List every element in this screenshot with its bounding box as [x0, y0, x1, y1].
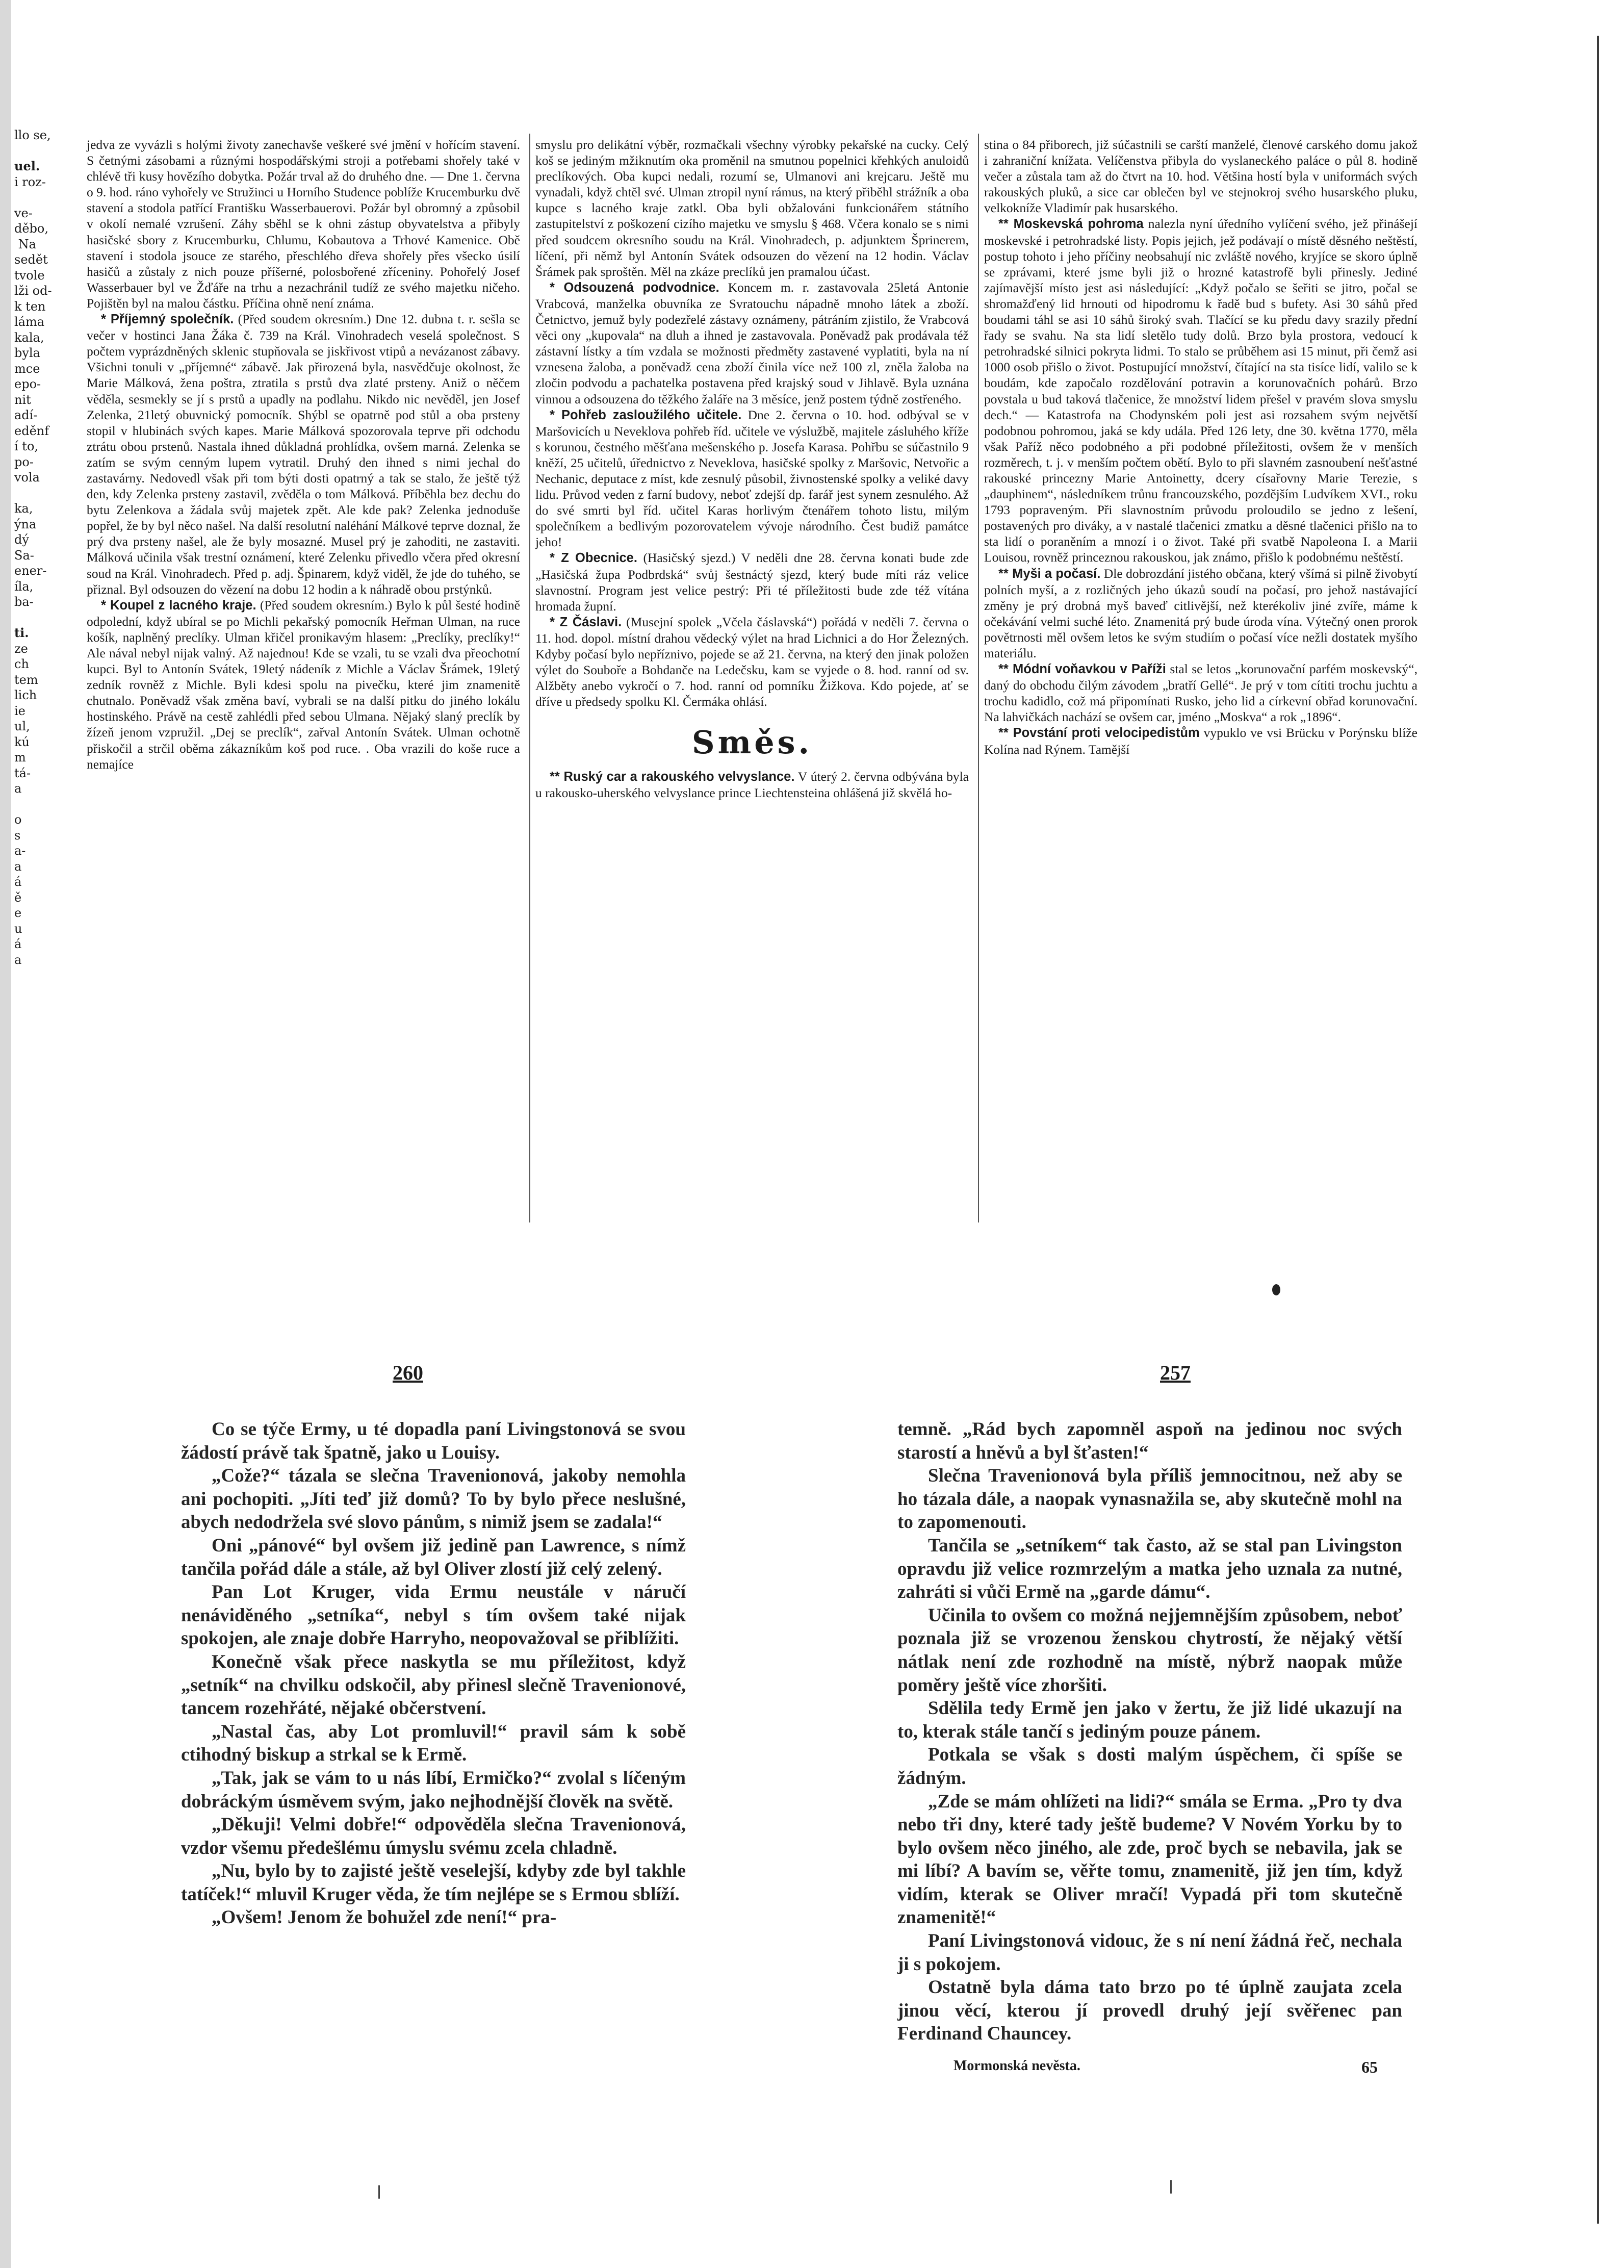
- fragment-line: a: [14, 859, 22, 874]
- fragment-line: a-: [14, 844, 26, 858]
- news-text: (Před soudem okresním.) Dne 12. dubna t. r. sešla se večer v hostinci Jana Žáka č. 739 na Král. Vinohradech veselá společnost. S počtem vyprázdněných sklenic stupňovala se jiskřivost vtipů a nevázanost zábavy. Všichni tonuli v „příjemné“ zábavě. Jak přirozená byla, nasvědčuje okolnost, že Marie Málková, žena poštra, ztratila s prstů dva zlaté prsteny. Aniž o něčem věděla, sesmekly se jí s prstů a upadly na podlahu. Nikdo nic nevěděl, jen Josef Zelenka, 21letý obuvnický pomocník. Shýbl se opatrně pod stůl a oba prsteny stopil v hlubinách svých kapes. Marie Málková spozorovala teprve při odchodu ztrátu obou prstenů. Nastala ihned důkladná prohlídka, ovšem marná. Zelenka se zatím se svým cenným lupem vytratil. Druhý den ihned s nimi jechal do zastavárny. Nedovedl však při tom býti dosti opatrný a tak se stalo, že ještě týž den, kdy Zelenka prsteny zastavil, zvěděla o tom Málková. Příběhla bez dechu do bytu Zelenkova a žádala svůj majetek zpět. Ale kde pak? Zelenka jednoduše popřel, že by byl něco našel. Na další resolutní naléhání Málkové teprve doznal, že prý dva prsteny našel, ale že byly mosazné. Musel prý je zahoditi, ne zastaviti. Málková učinila však trestní oznámení, které Zelenku přivedlo včera před okresní soud na Král. Vinohradech. Před p. adj. Špinarem, když viděl, že jde do tuhého, se přiznal. Byl odsouzen do vězení na dobu 12 hodin a k náhradě obou prstýnků.: [87, 312, 520, 597]
- column-rule: [529, 134, 530, 1222]
- book-paragraph: „Děkuji! Velmi dobře!“ odpověděla slečna Travenionová, vzdor všemu předešlému úmyslu svému zcela chladně.: [181, 1814, 686, 1858]
- book-paragraph: Co se týče Ermy, u té dopadla paní Livingstonová se svou žádostí právě tak špatně, jako u Louisy.: [181, 1419, 686, 1463]
- fragment-line: eděnf: [14, 423, 49, 438]
- news-paragraph: [87, 311, 520, 597]
- fragment-line: dý: [14, 532, 29, 547]
- news-heading: ** Myši a počasí.: [998, 566, 1101, 581]
- news-paragraph: [535, 614, 969, 710]
- news-column-2: [535, 137, 969, 801]
- news-column-1: [87, 137, 520, 772]
- left-cropped-column: [14, 128, 65, 967]
- news-text: Koncem m. r. zastavovala 25letá Antonie Vrabcová, manželka obuvníka ze Svratouchu nápadně mnoho látek a zboží. Četnictvo, jemuž byly podezřelé zástavy oznámeny, pátráním zjistilo, že Vrabcová věci ony „kupovala“ na dluh a ihned je zastavovala. Poněvadž pak prodávala též zástavní lístky a tím vzdala se možnosti předměty zastavené vyplatiti, byla na ní vznesena žaloba, a poněvadž cena zboží činila více než 100 zl, zněla žaloba na zločin podvodu a pachatelka postavena před krajský soud v Jihlavě. Byla uznána vinnou a odsouzena do těžkého žaláře na 3 měsíce, jenž postem týdně zostřeného.: [535, 279, 969, 406]
- fragment-line: kala,: [14, 330, 44, 345]
- news-text: (Před soudem okresním.) Bylo k půl šesté hodině odpolední, když ubíral se po Michli pekařský pomocník Heřman Ulman, na ruce košík, naplněný preclíky. Ulman křičel pronikavým hlasem: „Preclíky, preclíky!“ Ale nával nebyl nijak valný. Až najednou! Kde se vzali, tu se vzali dva přeochotní kupci. Byl to Antonín Svátek, 19letý nádeník z Michle a Václav Šrámek, 19letý zedník rovněž z Michle. Byli kdesi spolu na pivečku, které jim znamenitě chutnalo. Poněvadž však změna baví, vybrali se na další pitku do jiného lokálu hostinského. Právě na cestě zahlédli před sebou Ulmana. Nějaký slaný preclík by žízeň jenom vzpružil. „Dej se preclík“, zařval Antonín Svátek. Ulman ochotně přiskočil a strčil oběma zákazníkům koš pod ruce. . Oba vrazili do koše ruce a nemajíce: [87, 597, 521, 772]
- scan-mark: [1170, 2180, 1172, 2194]
- fragment-line: ch: [14, 657, 29, 671]
- ink-spot: [1272, 1284, 1280, 1295]
- fragment-line: ul,: [14, 719, 30, 733]
- fragment-line: a: [14, 952, 22, 967]
- fragment-line: íla,: [14, 579, 34, 594]
- book-footer-title: Mormonská nevěsta.: [953, 2058, 1080, 2074]
- book-paragraph: Slečna Travenionová byla příliš jemnocitnou, než aby se ho tázala dále, a naopak vynasnažila se, aby skutečně mohl na to zapomenouti.: [897, 1465, 1402, 1533]
- news-paragraph: [984, 216, 1417, 565]
- fragment-line: [14, 143, 65, 159]
- news-text: vypuklo ve vsi Brücku v Porýnsku blíže Kolína nad Rýnem. Tamější: [984, 725, 1417, 757]
- fragment-line: ze: [14, 641, 28, 656]
- book-paragraph: Paní Livingstonová vidouc, že s ní není žádná řeč, nechala ji s pokojem.: [897, 1930, 1402, 1975]
- fragment-line: lži od-: [14, 284, 52, 298]
- fragment-line: adí-: [14, 408, 38, 422]
- book-paragraph: „Ovšem! Jenom že bohužel zde není!“ pra-: [212, 1907, 557, 1928]
- book-paragraph: Učinila to ovšem co možná nejjemnějším způsobem, neboť poznala již se vrozenou ženskou chytrostí, že nějaký větší nátlak není zde rozhodně na místě, nýbrž naopak může poměry ještě více zhoršiti.: [897, 1604, 1402, 1696]
- fragment-line: tvole: [14, 268, 45, 283]
- fragment-line: děbo,: [14, 221, 49, 236]
- news-heading: ** Módní voňavkou v Paříži: [998, 662, 1166, 677]
- news-text: (Hasičský sjezd.) V neděli dne 28. června konati bude zde „Hasičská župa Podbrdská“ svůj šestnáctý sjezd, který bude míti ráz velice slavnostní. Program jest velice pestrý: Při té příležitosti bude zde též vítána hromada župní.: [535, 550, 969, 614]
- news-paragraph: [984, 661, 1417, 725]
- fragment-line: ba-: [14, 595, 34, 609]
- section-heading-smes: Směs.: [691, 724, 813, 761]
- fragment-line: tem: [14, 672, 38, 687]
- news-text: nalezla nyní úředního vylíčení svého, jež přinášejí moskevské i petrohradské listy. Popis jejich, jež podávají o místě děsného neštěstí, postup tohoto i jeho příčiny neobsahují nic zvláště nového, kryjíce se skoro úplně se zprávami, které jsme byli již o hrozné katastrofě byli přinesly. Jediné zajímavější místo jest asi následující: „Když počalo se šeřiti se jitro, počal se shromažďený lid hrnouti od hipodromu k řadě bud s bufety. Asi 30 sáhů před boudami táhl se asi 10 sáhů široký svah. Tlačící se ku předu davy srazily přední řady se svahu. Na sta lidí sletělo tudy dolů. Brzo byla prostora, vedoucí k petrohradské silnici pokryta lidmi. To stalo se průběhem asi 15 minut, při čemž asi 1000 osob přišlo o život. Postupující množství, čítající na sta tisíce lidí, valilo se k boudám, kde započalo rozdělování potravin a korunovačních pohárů. Brzo povstala u bud taková tlačenice, že množství lidem přešel v pravém slova smyslu dech.“ — Katastrofa na Chodynském poli jest asi rozsahem svým největší podobnou pohromou, jaká se kdy udála. Před 126 lety, dne 30. května 1770, měla však Paříž něco podobného a při podobné příležitosti, ovšem že v menších rozměrech, t. j. v menším počtem obětí. Bylo to při slavném zasnoubení nešťastné rakouské princezny Marie Antoinetty, dcery císařovny Marie Terezie, s „dauphinem“, následníkem trůnu francouzského, pozdějším Ludvíkem XVI., roku 1793 popraveným. Při slavnostním průvodu proloudilo se jedno z lešení, postavených pro diváky, a v nastalé tlačenici zmatku a děsné tlačenici přišlo na to sta lidí o poraněním a mnozí i o život. Také při svatbě Napoleona I. a Marii Louisou, rovněž princeznou rakouskou, jak známo, přišlo k podobnému neštěstí.: [984, 216, 1417, 565]
- news-text: stina o 84 přiborech, již súčastnili se carští manželé, členové carského domu jakož i zahraniční knížata. Velíčenstva přibyla do vyslaneckého paláce o půl 8. hodině večer a zůstala tam až do čtvrt na 10. hod. Většina hostí byla v uniformách svých rakouských pluků, a sice car oblečen byl ve stejnokroj svého husarského pluku, velkokníže Vladimír pak husarského.: [984, 137, 1417, 216]
- right-margin-rule: [1597, 36, 1599, 2224]
- book-paragraph: Pan Lot Kruger, vida Ermu neustále v náručí nenáviděného „setníka“, nebyl s tím ovšem také nijak spokojen, ale znaje dobře Harryho, neopovažoval se přiblížiti.: [181, 1582, 686, 1649]
- news-heading: ** Povstání proti velocipedistům: [998, 726, 1200, 741]
- news-column-3: [984, 137, 1417, 757]
- fragment-line: ě: [14, 890, 22, 905]
- fragment-line: k ten: [14, 299, 46, 314]
- fragment-line: a: [14, 781, 22, 796]
- fragment-line: [14, 486, 65, 501]
- fragment-line: láma: [14, 315, 45, 329]
- news-paragraph: [984, 566, 1417, 661]
- news-text: (Musejní spolek „Včela čáslavská“) pořádá v neděli 7. června o 11. hod. dopol. místní drahou vědecký výlet na hrad Lichnici a do Hor Železných. Kdyby počasí bylo nepříznivo, pojede se až 21. června, na který den jinak položen výlet do Souboře a Bohdanče na Ledečsku, kam se vyjede o 8. hod. ranní od sv. Alžběty anebo vykročí o 7. hod. ranní od pomníku Žižkova. Kdo pojede, ať se dříve u předsedy spolku Kl. Čermáka ohlásí.: [535, 614, 969, 709]
- book-paragraph: Ostatně byla dáma tato brzo po té úplně zaujata zcela jinou věcí, kterou jí provedl druhý její svěřenec pan Ferdinand Chauncey.: [897, 1977, 1402, 2045]
- fragment-line: kú: [14, 734, 30, 749]
- fragment-line: m: [14, 750, 26, 765]
- news-text: jedva ze vyvázli s holými životy zanechavše veškeré své jmění v hořícím stavení. S četnými zásobami a různými hospodářskými stroji a potřebami shořely také v chlévě tři kusy hovězího dobytka. Požár trval až do druhého dne. — Dne 1. června o 9. hod. ráno vyhořely ve Stružinci u Horního Studence poblíže Krucemburku dvě stavení a stodola patřící Františku Wasserbauerovi. Požár byl obromný a způsobil v okolí nemalé vzrušení. Záhy sběhl se k ohni zástup obyvatelstva a přibyly hasičské sbory z Krucemburku, Chlumu, Kobautova a Trhové Kamenice. Obě stavení i stodola jsouce ze starého, přeschlého dřeva shořely přes všecko úsilí hasičů a zůstaly z nich pouze příšerné, polosbořené zříceniny. Pohořelý Josef Wasserbauer byl ve Žďáře na trhu a nezachránil tudíž ze svého majetku ničeho. Pojištěn byl na malou částku. Příčina ohně není známa.: [87, 137, 520, 311]
- book-paragraph: Sdělila tedy Ermě jen jako v žertu, že již lidé ukazují na to, kterak stále tančí s jediným pouze pánem.: [897, 1698, 1402, 1742]
- fragment-line: llo se,: [14, 128, 51, 142]
- book-paragraph: „Nu, bylo by to zajisté ještě veselejší, kdyby zde byl takhle tatíček!“ mluvil Kruger věda, že tím nejlépe se s Ermou sblíží.: [181, 1861, 686, 1905]
- fragment-line: í to,: [14, 439, 39, 453]
- news-paragraph: [535, 769, 969, 801]
- news-paragraph: [87, 597, 520, 772]
- fragment-line: [14, 190, 65, 206]
- fragment-line: epo-: [14, 377, 41, 391]
- book-paragraph: „Nastal čas, aby Lot promluvil!“ pravil sám k sobě ctihodný biskup a strkal se k Ermě.: [181, 1721, 686, 1766]
- fragment-line: Na: [14, 237, 36, 251]
- news-heading: ** Moskevská pohroma: [998, 217, 1144, 232]
- page-number-right: 257: [1160, 1361, 1191, 1384]
- book-paragraph: Oni „pánové“ byl ovšem již jedině pan Lawrence, s nímž tančila pořád dále a stále, až byl Oliver zlostí již celý zelený.: [181, 1535, 686, 1579]
- scan-mark: [378, 2185, 380, 2199]
- book-page-right: [897, 1418, 1402, 2046]
- page-number-left: 260: [393, 1361, 423, 1384]
- fragment-line: ti.: [14, 625, 29, 640]
- fragment-line: s: [14, 828, 21, 843]
- column-rule: [978, 134, 979, 1222]
- fragment-line: [14, 610, 65, 626]
- news-heading: * Pohřeb zasloužilého učitele.: [550, 407, 742, 422]
- news-heading: * Příjemný společník.: [101, 312, 234, 327]
- fragment-line: á: [14, 875, 22, 889]
- news-paragraph: [535, 137, 969, 279]
- book-paragraph: Konečně však přece naskytla se mu příležitost, když „setník“ na chvilku odskočil, aby přinesl slečně Travenionové, tancem rozehřáté, nějaké občerstvení.: [181, 1651, 686, 1719]
- news-paragraph: [984, 137, 1417, 216]
- news-paragraph: [535, 407, 969, 550]
- fragment-line: vola: [14, 470, 40, 485]
- fragment-line: ener-: [14, 564, 47, 578]
- fragment-line: ka,: [14, 501, 33, 516]
- fragment-line: á: [14, 937, 22, 951]
- fragment-line: i roz-: [14, 174, 46, 189]
- news-paragraph: [87, 137, 520, 311]
- fragment-line: u: [14, 921, 22, 936]
- book-paragraph: Potkala se však s dosti malým úspěchem, či spíše se žádným.: [897, 1744, 1402, 1789]
- book-page-left: [181, 1418, 686, 1929]
- book-paragraph: temně. „Rád bych zapomněl aspoň na jedinou noc svých starostí a hněvů a byl šťasten!“: [897, 1419, 1402, 1463]
- fragment-line: po-: [14, 454, 34, 469]
- fragment-line: ie: [14, 703, 25, 718]
- news-text: Dne 2. června o 10. hod. odbýval se v Maršovicích u Neveklova pohřeb říd. učitele ve výslužbě, majitele zásluhého kříže s korunou, čestného měšťana mešenského p. Josefa Karasa. Pohřbu se súčastnilo 9 kněží, 25 učitelů, úřednictvo z Neveklova, hasičské spolky z Maršovic, Netvořic a Nechanic, deputace z míst, kde zesnulý působil, živnostenské spolky a veliké davy lidu. Průvod veden z farní budovy, neboť zdejší dp. farář jest synem zesnulého. Až do své smrti byl říd. učitel Karas horlivým čtenářem tohoto listu, milým společníkem a bedlivým pozorovatelem vývoje národního. Čest budiž památce jeho!: [535, 407, 969, 550]
- book-paragraph: Tančila se „setníkem“ tak často, až se stal pan Livingston opravdu již velice rozmrzelým a matka jeho uznala za nutné, zahráti si vůči Ermě na „garde dámu“.: [897, 1535, 1402, 1603]
- fragment-line: nit: [14, 392, 31, 407]
- fragment-line: ýna: [14, 517, 37, 531]
- fragment-line: ve-: [14, 206, 33, 220]
- news-paragraph: [535, 279, 969, 407]
- news-heading: * Koupel z lacného kraje.: [101, 598, 256, 613]
- fragment-line: tá-: [14, 766, 31, 780]
- fragment-line: uel.: [14, 159, 40, 173]
- news-heading: * Z Čáslavi.: [550, 615, 622, 629]
- fragment-line: mce: [14, 361, 40, 376]
- fragment-line: byla: [14, 346, 40, 360]
- news-heading: * Z Obecnice.: [550, 551, 637, 566]
- fragment-line: Sa-: [14, 548, 34, 563]
- book-paragraph: „Cože?“ tázala se slečna Travenionová, jakoby nemohla ani pochopiti. „Jíti teď již domů? To by bylo přece neslušné, abych nedodržela své slovo pánům, s nimiž jsem se zadala!“: [181, 1465, 686, 1533]
- fragment-line: o: [14, 812, 22, 827]
- book-footer-number: 65: [1361, 2058, 1378, 2076]
- fragment-line: sedět: [14, 252, 48, 267]
- news-heading: ** Ruský car a rakouského velvyslance.: [550, 770, 795, 784]
- fragment-line: e: [14, 906, 22, 920]
- news-paragraph: [984, 725, 1417, 757]
- fragment-line: lich: [14, 688, 37, 702]
- news-heading: * Odsouzená podvodnice.: [550, 280, 719, 295]
- book-paragraph: „Zde se mám ohlížeti na lidi?“ smála se Erma. „Pro ty dva nebo tři dny, které tady ještě budeme? V Novém Yorku by to bylo ovšem něco jiného, ale zde, proč bych se nebavila, jak se mi líbí? A bavím se, věřte tomu, znamenitě, již jen tím, když vidím, kterak se Oliver mračí! Vypadá při tom skutečně znamenitě!“: [897, 1791, 1402, 1928]
- book-paragraph: „Tak, jak se vám to u nás líbí, Ermičko?“ zvolal s líčeným dobráckým úsměvem svým, jako nejhodnější člověk na světě.: [181, 1767, 686, 1812]
- news-text: stal se letos „korunovační parfém moskevský“, daný do obchodu čilým závodem „bratří Gellé“. Je prý v tom cítiti trochu juchtu a trochu kadidlo, což má připomínati Rusko, jeho lid a církevní obřad korunovační. Na lahvičkách nachází se ovšem car, jméno „Moskva“ a rok „1896“.: [984, 661, 1417, 725]
- news-text: V úterý 2. června odbývána byla u rakousko-uherského velvyslance prince Liechtensteina ohlášená již skvělá ho-: [535, 769, 969, 801]
- fragment-line: [14, 797, 65, 812]
- news-text: Dle dobrozdání jistého občana, který všímá si pilně živobytí polních myší, a z rozličných jeho úkazů soudí na počasí, pro jehož nastávající změny je prý drobná myš baveď citlivější, než kterékoliv jiné zvíře, máme k očekávání velmi suché léto. Znamenitá prý bude úroda vína. Výtečný onen prorok povětrnosti měl ovšem letos ke svým studiím o počasí více nežli dostatek myšího materiálu.: [984, 566, 1417, 660]
- news-paragraph: [535, 550, 969, 614]
- news-text: smyslu pro delikátní výběr, rozmačkali všechny výrobky pekařské na cucky. Celý koš se jediným mžiknutím oka proměnil na smutnou popelnici křehkých anuloidů preclíkových. Oba kupci nedali, rozumí se, Ulmanovi ani krejcaru. Ještě mu vynadali, když chtěl své. Ulman ztropil nyní rámus, na který přiběhl strážník a oba kupce s lacného kraje zatkl. Oba byli obžalováni funkcionářem státního zastupitelství z poškození cizího majetku ve smyslu § 468. Včera konalo se s nimi před soudcem okresního soudu na Král. Vinohradech, p. adjunktem Šprinerem, líčení, při němž byl Antonín Svátek odsouzen do vězení na 12 hodin. Václav Šrámek pak sproštěn. Měl na zkáze preclíků jen pramalou účast.: [535, 137, 969, 279]
